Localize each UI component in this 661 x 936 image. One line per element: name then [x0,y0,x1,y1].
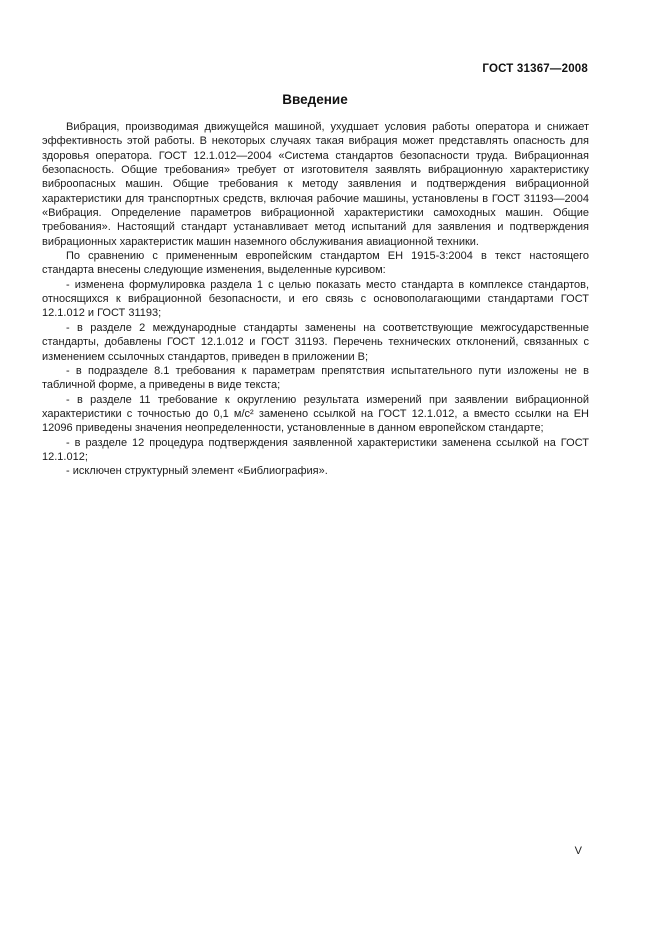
list-item: - исключен структурный элемент «Библиография». [66,465,328,478]
page-number: V [574,845,582,857]
standard-number-header: ГОСТ 31367—2008 [482,63,588,75]
document-body [42,120,589,479]
intro-paragraph: Вибрация, производимая движущейся машиной, ухудшает условия работы оператора и снижает эффективность этой работы. В некоторых случаях такая вибрация может представлять опасность для здоровья оператора. ГОСТ 12.1.012—2004 «Система стандартов безопасности труда. Вибрационная безопасность. Общие требования» требует от изготовителя заявлять вибрационную характеристику виброопасных машин. Общие требования к методу заявления и подтверждения вибрационной характеристики для транспортных средств, включая рабочие машины, установлены в ГОСТ 31193—2004 «Вибрация. Определение параметров вибрационной характеристики самоходных машин. Общие требования». Настоящий стандарт устанавливает метод испытаний для заявления и подтверждения вибрационных характеристик машин наземного обслуживания авиационной техники. [42,121,589,248]
list-item: - в разделе 2 международные стандарты заменены на соответствующие межгосударственные стандарты, добавлены ГОСТ 12.1.012 и ГОСТ 31193. Перечень технических отклонений, связанных с изменением ссылочных стандартов, приведен в приложении В; [42,321,589,363]
list-item: - изменена формулировка раздела 1 с целью показать место стандарта в комплексе стандартов, относящихся к вибрационной безопасности, и его связь с основополагающими стандартами ГОСТ 12.1.012 и ГОСТ 31193; [42,278,589,320]
list-item: - в подразделе 8.1 требования к параметрам препятствия испытательного пути изложены не в табличной форме, а приведены в виде текста; [42,364,589,392]
list-item: - в разделе 12 процедура подтверждения заявленной характеристики заменена ссылкой на ГОСТ 12.1.012; [42,436,589,463]
list-item: - в разделе 11 требование к округлению результата измерений при заявлении вибрационной характеристики с точностью до 0,1 м/с² заменено ссылкой на ГОСТ 12.1.012, а вместо ссылки на ЕН 12096 приведены значения неопределенности, установленные в данном европейском стандарте; [42,393,589,435]
comparison-paragraph: По сравнению с примененным европейским стандартом ЕН 1915-3:2004 в текст настоящего стандарта внесены следующие изменения, выделенные курсивом: [42,250,589,277]
page-title: Введение [282,92,348,107]
